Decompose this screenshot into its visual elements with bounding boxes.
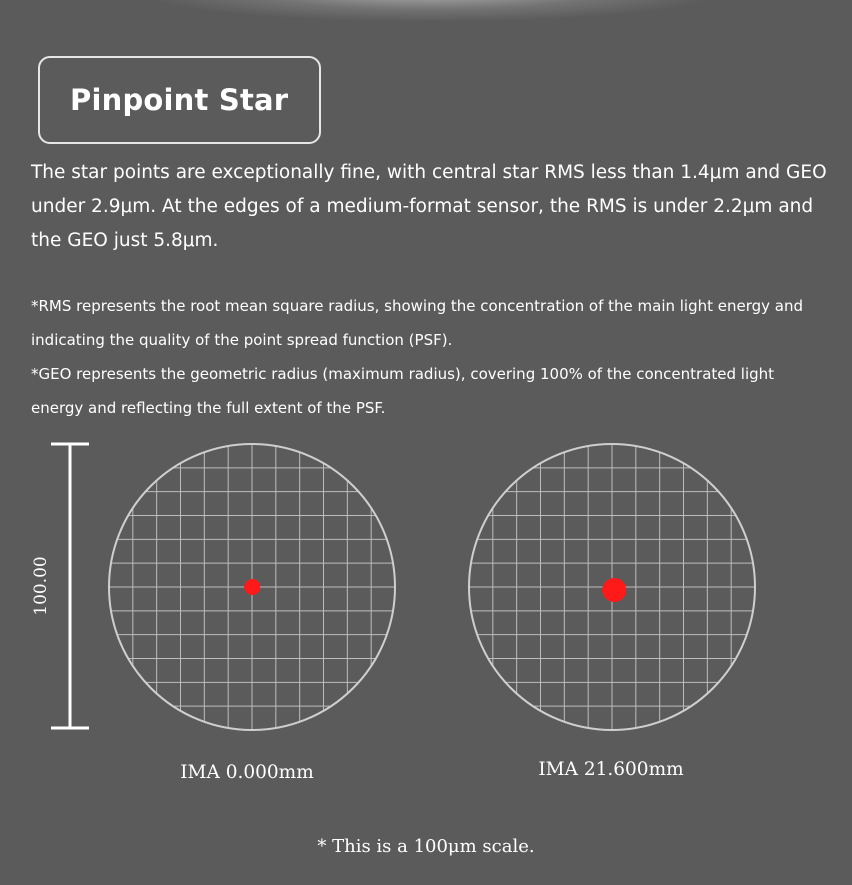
spot-diagram-center [109,444,395,730]
scale-footnote: * This is a 100μm scale. [317,836,535,857]
spot-diagram-edge [469,444,755,730]
geo-note: *GEO represents the geometric radius (maximum radius), covering 100% of the concentrated light energy and reflecting the full extent of the PSF. [31,365,775,417]
intro-paragraph: The star points are exceptionally fine, with central star RMS less than 1.4μm and GEO under 2.9μm. At the edges of a medium-format sensor, the RMS is under 2.2μm and the GEO just 5.8μm. [31,162,827,251]
star-spot-center [244,579,260,595]
scale-label: 100.00 [31,556,51,616]
top-light-glow [150,0,710,20]
caption-edge: IMA 21.600mm [538,759,684,780]
spot-diagram-figure [0,430,852,750]
scale-bar [31,444,89,728]
page-title: Pinpoint Star [70,83,289,117]
title-box [38,56,321,144]
rms-note: *RMS represents the root mean square radius, showing the concentration of the main light energy and indicating the quality of the point spread function (PSF). [31,297,804,349]
caption-center: IMA 0.000mm [180,762,314,783]
star-spot-edge [602,578,626,602]
